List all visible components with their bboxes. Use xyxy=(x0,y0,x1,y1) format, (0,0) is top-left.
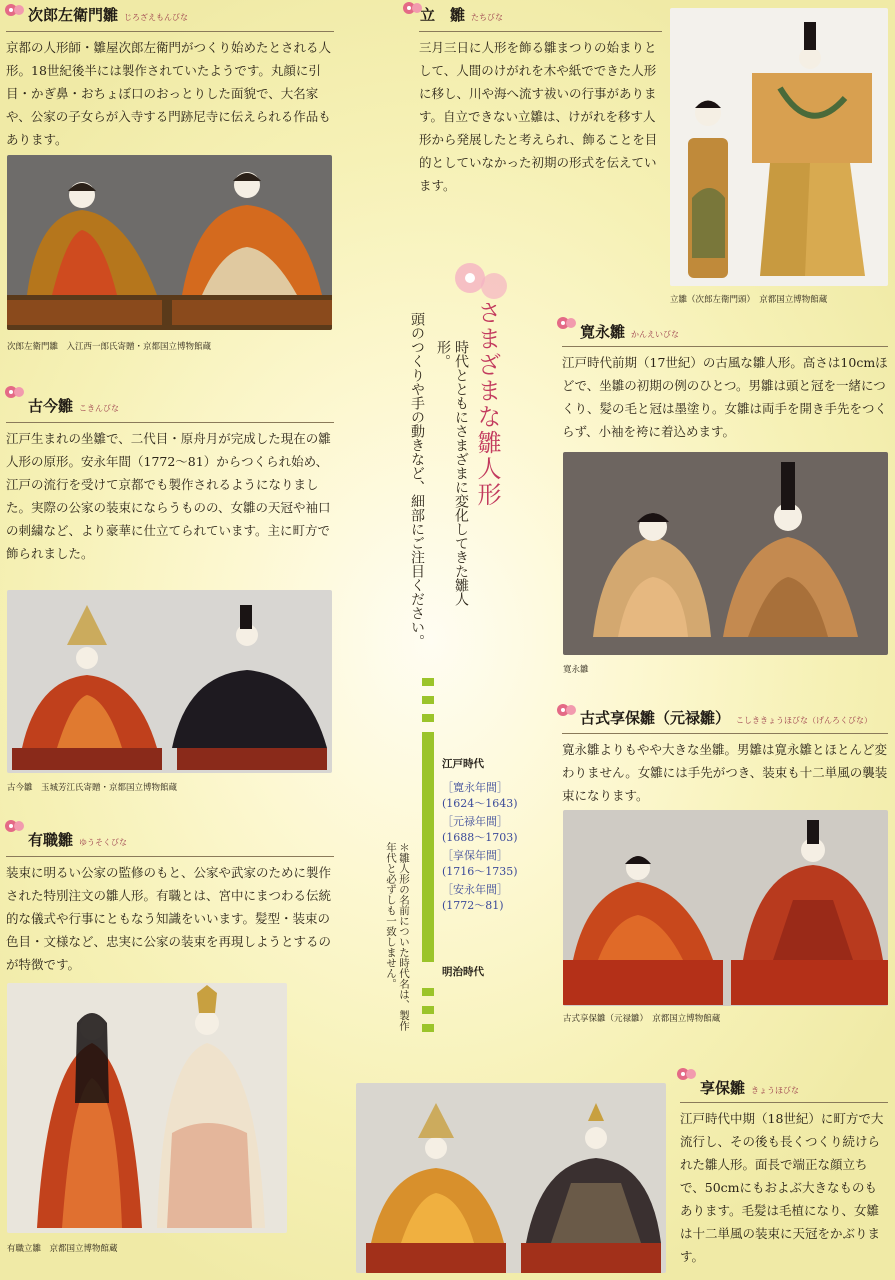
section-title-ruby: かんえいびな xyxy=(631,330,680,339)
period-kyoho xyxy=(442,848,518,880)
plum-blossom-icon xyxy=(556,702,578,718)
section-title-yusoku xyxy=(28,829,127,850)
timeline-dash xyxy=(422,1006,434,1014)
plum-blossom-icon xyxy=(4,2,26,18)
period-years: (1772～81) xyxy=(442,899,504,912)
period-name: ［元禄年間］ xyxy=(442,815,508,828)
timeline-bar xyxy=(422,732,434,962)
caption-koshiki: 古式享保雛（元禄雛） 京都国立博物館蔵 xyxy=(563,1014,721,1024)
caption-jirozaemon: 次郎左衛門雛 入江西一郎氏寄贈・京都国立博物館蔵 xyxy=(7,342,212,352)
period-years: (1716～1735) xyxy=(442,865,518,878)
plum-blossom-icon xyxy=(452,258,512,304)
era-meiji: 明治時代 xyxy=(442,966,484,978)
section-text-kokin: 江戸生まれの坐雛で、二代目・原舟月が完成した現在の雛人形の原形。安永年間（1772～81）からつくられ始め、江戸の流行を受けて京都でも製作されるようになりました。実際の公家の装束にならうものの、女雛の天冠や袖口の刺繍など、より豪華に仕立てられています。主に町方で飾られました。 xyxy=(6,422,334,565)
section-title-text: 古今雛 xyxy=(28,397,74,415)
section-text-yusoku: 装束に明るい公家の監修のもと、公家や武家のために製作された特別注文の雛人形。有職とは、宮中にまつわる伝統的な儀式や行事にともなう知識をいいます。髪型・装束の色目・文様など、忠実に公家の装束を再現しようとするのが特徴です。 xyxy=(6,856,334,976)
photo-jirozaemon-dolls xyxy=(7,155,332,330)
section-title-kyoho xyxy=(700,1077,799,1098)
photo-kyoho-dolls xyxy=(356,1083,666,1273)
timeline-dash xyxy=(422,678,434,686)
photo-kokin-dolls xyxy=(7,590,332,773)
timeline-dash xyxy=(422,714,434,722)
section-title-koshiki xyxy=(580,707,872,728)
section-title-ruby: こきんびな xyxy=(79,404,120,413)
section-title-kanei xyxy=(580,321,679,342)
period-years: (1624～1643) xyxy=(442,797,518,810)
period-genroku xyxy=(442,814,518,846)
center-subtitle-1: 時代とともにさまざまに変化してきた雛人形。 xyxy=(435,340,469,606)
plum-blossom-icon xyxy=(556,315,578,331)
timeline-dash xyxy=(422,696,434,704)
section-text-kyoho: 江戸時代中期（18世紀）に町方で大流行し、その後も長くつくり続けられた雛人形。面長で端正な顔立ちで、50cmにもおよぶ大きなものもあります。毛髪は毛植になり、女雛は十二単風の装束に天冠をかぶります。 xyxy=(680,1102,888,1268)
section-title-ruby: こしききょうほびな（げんろくびな） xyxy=(736,716,873,725)
period-years: (1688～1703) xyxy=(442,831,518,844)
timeline-dash xyxy=(422,1024,434,1032)
section-title-text: 寛永雛 xyxy=(580,323,626,341)
section-text-tachibina: 三月三日に人形を飾る雛まつりの始まりとして、人間のけがれを木や紙でできた人形に移し、川や海へ流す祓いの行事があります。自立できない立雛は、けがれを移す人形から発展したと考えられ、飾ることを目的としていなかった初期の形式を伝えています。 xyxy=(419,31,662,197)
plum-blossom-icon xyxy=(4,818,26,834)
plum-blossom-icon xyxy=(676,1066,698,1082)
section-text-koshiki: 寛永雛よりもやや大きな坐雛。男雛は寛永雛とほとんど変わりません。女雛には手先がつき、装束も十二単風の襲装束になります。 xyxy=(562,733,888,807)
section-title-ruby: きょうほびな xyxy=(751,1086,800,1095)
period-name: ［安永年間］ xyxy=(442,883,508,896)
section-title-text: 有職雛 xyxy=(28,831,74,849)
section-text-jirozaemon: 京都の人形師・雛屋次郎左衛門がつくり始めたとされる人形。18世紀後半には製作されていたようです。丸顔に引目・かぎ鼻・おちょぼ口のおっとりした面貌で、大名家や、公家の子女らが入寺する門跡尼寺に伝えられる作品もあります。 xyxy=(6,31,334,151)
section-title-text: 古式享保雛（元禄雛） xyxy=(580,709,731,727)
photo-yusoku-dolls xyxy=(7,983,287,1233)
section-title-ruby: ゆうそくびな xyxy=(79,838,128,847)
section-title-text: 享保雛 xyxy=(700,1079,746,1097)
section-title-text: 次郎左衛門雛 xyxy=(28,6,119,24)
center-title: さまざまな雛人形 xyxy=(473,300,501,508)
caption-kanei: 寛永雛 xyxy=(563,665,589,675)
photo-koshiki-dolls xyxy=(563,810,888,1006)
photo-kanei-dolls xyxy=(563,452,888,655)
section-title-ruby: じろざえもんびな xyxy=(124,13,189,22)
section-title-text: 立 雛 xyxy=(420,6,466,24)
period-anei xyxy=(442,882,508,914)
section-title-kokin xyxy=(28,395,119,416)
timeline-dash xyxy=(422,988,434,996)
photo-tachibina-dolls xyxy=(670,8,888,286)
section-text-kanei: 江戸時代前期（17世紀）の古風な雛人形。高さは10cmほどで、坐雛の初期の例のひとつ。男雛は頭と冠を一緒につくり、髪の毛と冠は墨塗り。女雛は両手を開き手先をつくらず、小袖を袴に着込めます。 xyxy=(562,346,888,443)
caption-yusoku: 有職立雛 京都国立博物館蔵 xyxy=(7,1244,118,1254)
caption-kokin: 古今雛 玉城芳江氏寄贈・京都国立博物館蔵 xyxy=(7,783,178,793)
plum-blossom-icon xyxy=(4,384,26,400)
period-name: ［享保年間］ xyxy=(442,849,508,862)
era-edo: 江戸時代 xyxy=(442,758,484,770)
section-title-tachibina xyxy=(420,4,503,25)
caption-tachibina: 立雛（次郎左衛門頭） 京都国立博物館蔵 xyxy=(670,295,828,305)
section-title-jirozaemon xyxy=(28,4,188,25)
section-title-ruby: たちびな xyxy=(471,13,504,22)
center-note: ＊雛人形の名前についた時代名は、製作年代と必ずしも一致しません。 xyxy=(385,842,410,1031)
center-subtitle-2: 頭のつくりや手の動きなど、細部にご注目ください。 xyxy=(409,312,425,648)
period-name: ［寛永年間］ xyxy=(442,781,508,794)
period-kanei xyxy=(442,780,518,812)
